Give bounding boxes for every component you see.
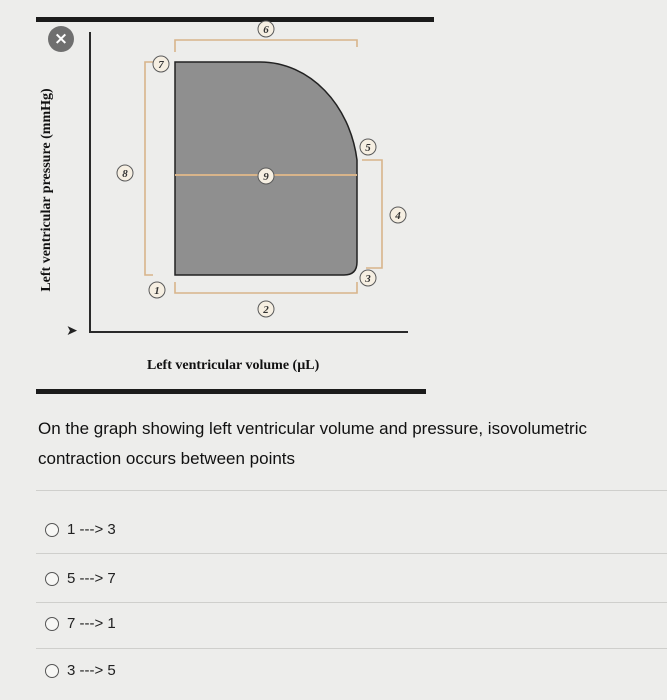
point-6 bbox=[258, 21, 274, 37]
svg-text:9: 9 bbox=[263, 171, 269, 183]
svg-text:4: 4 bbox=[395, 210, 401, 222]
radio-icon[interactable] bbox=[45, 572, 59, 586]
point-5 bbox=[360, 139, 376, 155]
bracket-2 bbox=[175, 282, 357, 293]
option-label: 3 ---> 5 bbox=[67, 662, 116, 679]
option-label: 7 ---> 1 bbox=[67, 615, 116, 632]
question-text: On the graph showing left ventricular volume and pressure, isovolumetric contraction occurs between points bbox=[38, 419, 587, 468]
y-axis-label: Left ventricular pressure (mmHg) bbox=[39, 88, 54, 292]
point-1 bbox=[149, 282, 165, 298]
svg-text:7: 7 bbox=[158, 59, 164, 71]
svg-text:6: 6 bbox=[263, 24, 269, 36]
mid-divider bbox=[36, 389, 426, 394]
bracket-8 bbox=[145, 62, 153, 275]
x-axis-label: Left ventricular volume (µL) bbox=[147, 358, 320, 373]
point-4 bbox=[390, 207, 406, 223]
svg-text:2: 2 bbox=[263, 304, 269, 316]
bracket-4 bbox=[362, 160, 382, 268]
svg-text:3: 3 bbox=[365, 273, 371, 285]
option-7-1[interactable] bbox=[45, 615, 116, 632]
separator bbox=[36, 602, 667, 603]
bracket-6 bbox=[175, 40, 357, 52]
separator bbox=[36, 490, 667, 491]
svg-text:1: 1 bbox=[154, 285, 160, 297]
point-7 bbox=[153, 56, 169, 72]
option-label: 5 ---> 7 bbox=[67, 570, 116, 587]
point-8 bbox=[117, 165, 133, 181]
svg-text:5: 5 bbox=[365, 142, 371, 154]
point-2 bbox=[258, 301, 274, 317]
close-icon[interactable]: × bbox=[48, 26, 74, 52]
arrow-cursor-icon: ➤ bbox=[66, 322, 78, 338]
separator bbox=[36, 553, 667, 554]
option-label: 1 ---> 3 bbox=[67, 521, 116, 538]
point-9 bbox=[258, 168, 274, 184]
radio-icon[interactable] bbox=[45, 523, 59, 537]
option-5-7[interactable] bbox=[45, 570, 116, 587]
svg-text:8: 8 bbox=[122, 168, 128, 180]
radio-icon[interactable] bbox=[45, 617, 59, 631]
radio-icon[interactable] bbox=[45, 664, 59, 678]
option-3-5[interactable] bbox=[45, 662, 116, 679]
option-1-3[interactable] bbox=[45, 521, 116, 538]
separator bbox=[36, 648, 667, 649]
point-3 bbox=[360, 270, 376, 286]
